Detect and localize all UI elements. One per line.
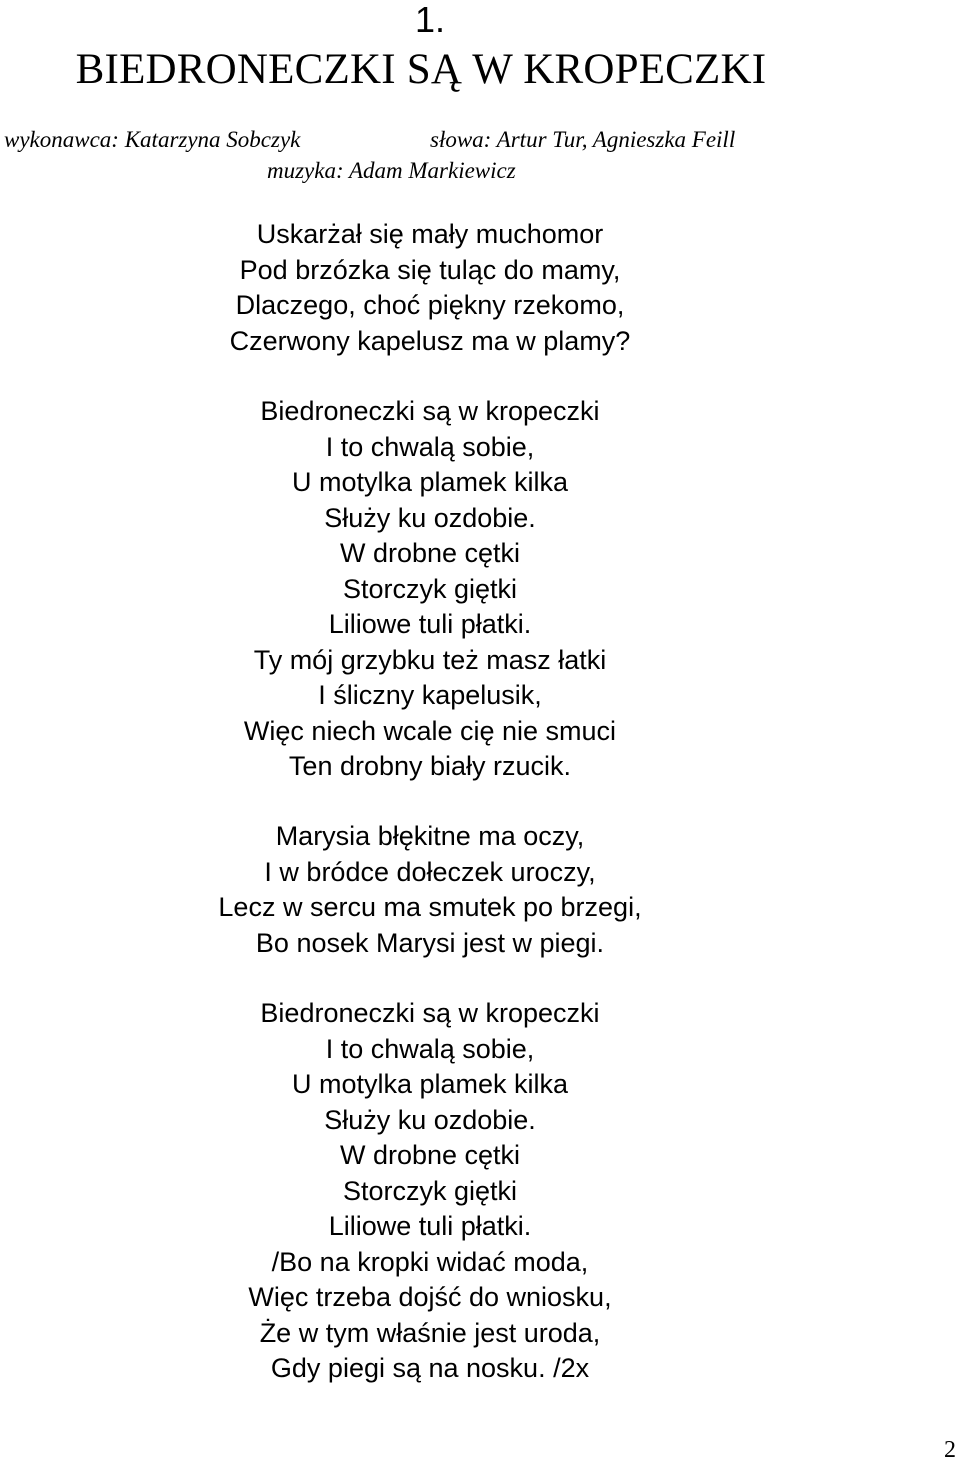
lyric-line: Pod brzózka się tuląc do mamy, — [239, 254, 621, 285]
song-title: BIEDRONECZKI SĄ W KROPECZKI — [75, 46, 767, 93]
stanza-3 — [0, 819, 860, 961]
lyric-line: Storczyk giętki — [342, 573, 518, 604]
lyric-line: Biedroneczki są w kropeczki — [260, 396, 600, 426]
stanza-2-chorus — [0, 394, 860, 785]
lyricist-credit: słowa: Artur Tur, Agnieszka Feill — [430, 127, 736, 152]
lyric-line: Ty mój grzybku też masz łatki — [253, 644, 607, 675]
lyric-line: Służy ku ozdobie. — [324, 502, 536, 533]
lyric-line: Dlaczego, choć piękny rzekomo, — [235, 290, 625, 320]
lyric-line: U motylka plamek kilka — [291, 467, 569, 497]
lyric-line: W drobne cętki — [339, 1140, 521, 1170]
lyric-line: Storczyk giętki — [342, 1175, 518, 1206]
stanza-1 — [0, 217, 860, 359]
song-number: 1. — [414, 0, 446, 40]
lyric-line: Marysia błękitne ma oczy, — [275, 821, 585, 851]
lyric-line: Więc niech wcale cię nie smuci — [243, 715, 617, 746]
lyric-line: I to chwalą sobie, — [325, 431, 535, 462]
lyric-line: Że w tym właśnie jest uroda, — [259, 1317, 601, 1348]
composer-credit: muzyka: Adam Markiewicz — [267, 158, 516, 183]
lyric-line: /Bo na kropki widać moda, — [271, 1246, 589, 1277]
lyric-line: Liliowe tuli płatki. — [328, 1211, 532, 1241]
lyric-line: Uskarżał się mały muchomor — [256, 219, 604, 249]
lyric-line: Bo nosek Marysi jest w piegi. — [255, 927, 605, 958]
lyric-line: W drobne cętki — [339, 538, 521, 568]
lyric-line: Biedroneczki są w kropeczki — [260, 998, 600, 1028]
lyric-line: I w bródce dołeczek uroczy, — [264, 856, 596, 887]
lyric-line: I to chwalą sobie, — [325, 1033, 535, 1064]
lyric-line: Liliowe tuli płatki. — [328, 609, 532, 639]
performer-credit: wykonawca: Katarzyna Sobczyk — [4, 127, 301, 152]
lyric-line: I śliczny kapelusik, — [318, 680, 542, 710]
lyric-line: Lecz w sercu ma smutek po brzegi, — [218, 892, 642, 922]
page-number: 2 — [944, 1437, 956, 1463]
stanza-4-chorus — [0, 996, 860, 1387]
lyric-line: Gdy piegi są na nosku. /2x — [270, 1353, 590, 1383]
lyric-line: Służy ku ozdobie. — [324, 1104, 536, 1135]
lyric-line: Więc trzeba dojść do wniosku, — [248, 1282, 612, 1312]
lyric-line: Ten drobny biały rzucik. — [288, 751, 572, 781]
lyric-line: U motylka plamek kilka — [291, 1069, 569, 1099]
lyric-line: Czerwony kapelusz ma w plamy? — [229, 325, 631, 356]
